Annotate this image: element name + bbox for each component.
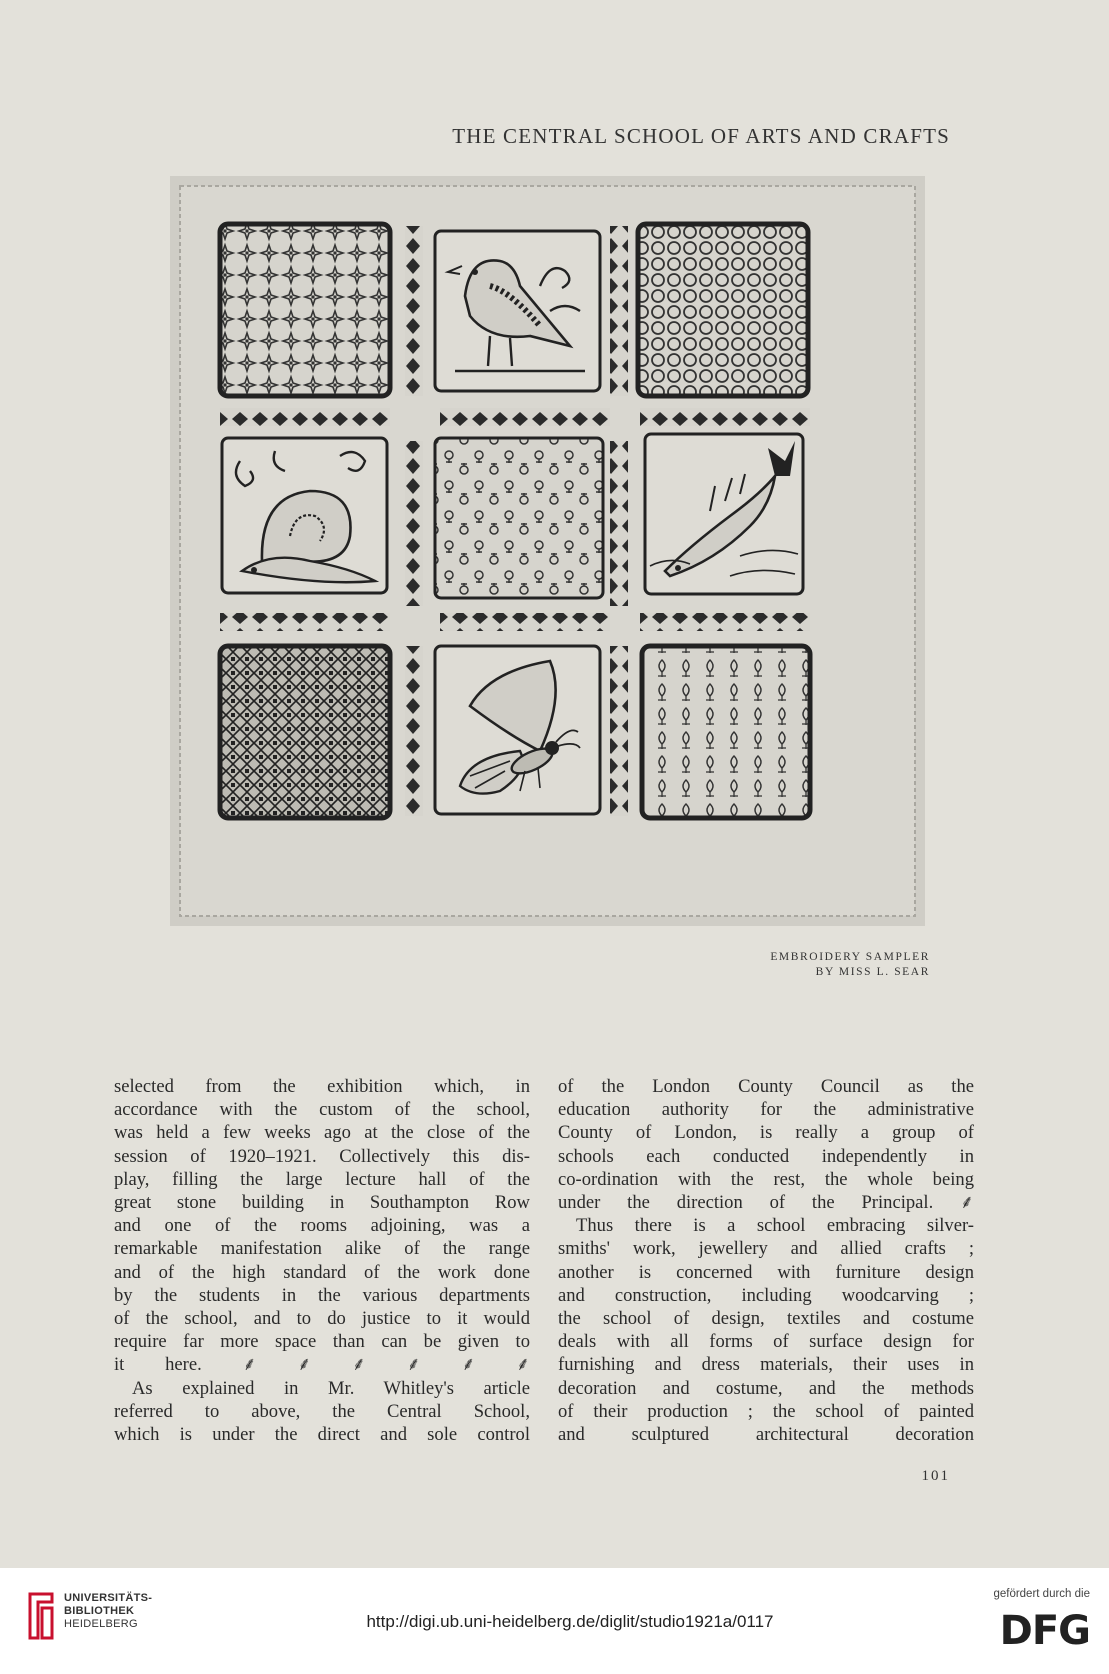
text-line: and of the high standard of the work done <box>114 1261 530 1283</box>
text-line: it here. ⸙ ⸙ ⸙ ⸙ ⸙ ⸙ <box>114 1354 530 1376</box>
rose-grid-icon <box>220 224 390 396</box>
text-line: education authority for the administrative <box>558 1099 974 1121</box>
text-line: co-ordination with the rest, the whole being <box>558 1168 974 1190</box>
lattice-icon <box>638 224 808 396</box>
text-line: of their production ; the school of painted <box>558 1400 974 1422</box>
fish-icon <box>645 434 803 594</box>
text-line: great stone building in Southampton Row <box>114 1192 530 1214</box>
text-line: As explained in Mr. Whitley's article <box>132 1377 530 1399</box>
text-line: schools each conducted independently in <box>558 1145 974 1167</box>
text-line: of the school, and to do justice to it would <box>114 1308 530 1330</box>
plate-caption <box>640 950 930 980</box>
left-column <box>114 1075 530 1446</box>
text-line: play, filling the large lecture hall of the <box>114 1168 530 1190</box>
embroidery-sampler-plate <box>170 176 925 926</box>
sampler-illustration <box>170 176 925 926</box>
text-line: referred to above, the Central School, <box>114 1400 530 1422</box>
text-line: Thus there is a school embracing silver- <box>576 1215 974 1237</box>
dfg-logo[interactable]: DFG <box>999 1608 1090 1654</box>
moth-icon <box>435 646 600 814</box>
funding-label: gefördert durch die <box>993 1588 1090 1600</box>
page-number: 101 <box>921 1468 950 1484</box>
text-line: and construction, including woodcarving ; <box>558 1284 974 1306</box>
flower-grid-icon <box>435 438 603 598</box>
library-name-line: UNIVERSITÄTS- <box>64 1592 153 1604</box>
text-line: require far more space than can be given to <box>114 1331 530 1353</box>
library-name-line: BIBLIOTHEK <box>64 1605 135 1617</box>
text-line: deals with all forms of surface design for <box>558 1331 974 1353</box>
text-line: accordance with the custom of the school, <box>114 1099 530 1121</box>
text-line: was held a few weeks ago at the close of the <box>114 1122 530 1144</box>
snail-icon <box>222 438 387 593</box>
text-line: and one of the rooms adjoining, was a <box>114 1215 530 1237</box>
text-line: County of London, is really a group of <box>558 1122 974 1144</box>
caption-credit: BY MISS L. SEAR <box>815 966 930 978</box>
text-line: which is under the direct and sole control <box>114 1424 530 1446</box>
library-name[interactable] <box>64 1592 152 1631</box>
caption-title: EMBROIDERY SAMPLER <box>770 951 930 963</box>
library-name-line: HEIDELBERG <box>64 1618 138 1630</box>
library-logo-icon[interactable] <box>26 1590 56 1642</box>
permalink-url[interactable]: http://digi.ub.uni-heidelberg.de/diglit/studio1921a/0117 <box>366 1612 774 1631</box>
text-line: furnishing and dress materials, their uses in <box>558 1354 974 1376</box>
running-head: THE CENTRAL SCHOOL OF ARTS AND CRAFTS <box>452 124 950 148</box>
text-line: another is concerned with furniture design <box>558 1261 974 1283</box>
text-line: by the students in the various departments <box>114 1284 530 1306</box>
text-line: and sculptured architectural decoration <box>558 1424 974 1446</box>
text-line: the school of design, textiles and costume <box>558 1308 974 1330</box>
text-line: decoration and costume, and the methods <box>558 1377 974 1399</box>
bird-icon <box>435 231 600 391</box>
text-line: session of 1920–1921. Collectively this dis- <box>114 1145 530 1167</box>
text-line: selected from the exhibition which, in <box>114 1076 530 1097</box>
text-line: smiths' work, jewellery and allied crafts ; <box>558 1238 974 1260</box>
diaper-icon <box>220 646 390 818</box>
right-column <box>558 1075 974 1446</box>
text-line: remarkable manifestation alike of the range <box>114 1238 530 1260</box>
leaf-grid-icon <box>642 646 810 818</box>
text-line: under the direction of the Principal. ⸙ <box>558 1192 974 1214</box>
text-line: of the London County Council as the <box>558 1076 974 1097</box>
